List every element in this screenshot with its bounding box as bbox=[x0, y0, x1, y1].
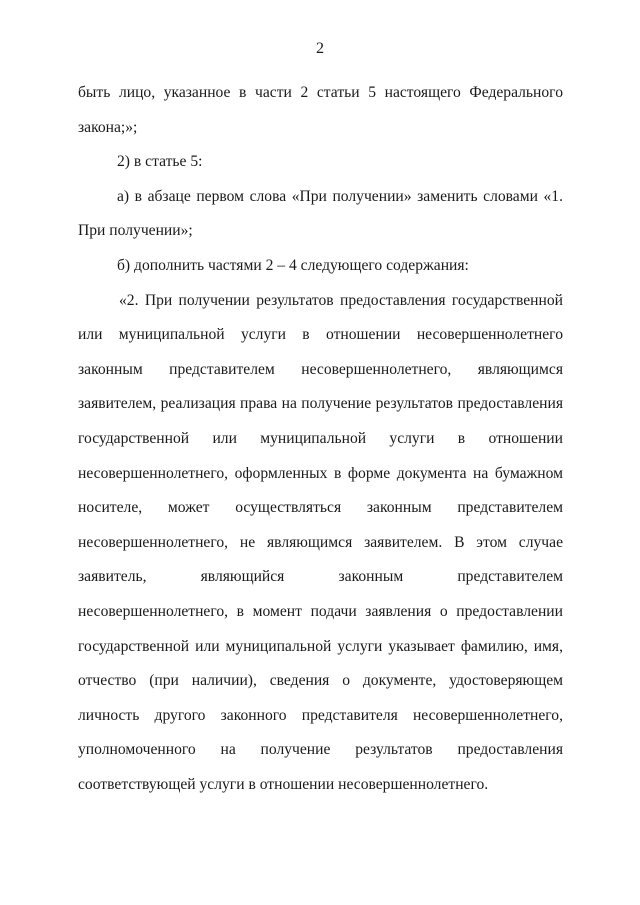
paragraph-subitem-b: б) дополнить частями 2 – 4 следующего содержания: bbox=[117, 256, 469, 274]
paragraph-continuation: быть лицо, указанное в части 2 статьи 5 настоящего Федерального закона;»; bbox=[78, 84, 563, 136]
document-body bbox=[78, 76, 563, 802]
paragraph-item-2: 2) в статье 5: bbox=[117, 153, 203, 171]
paragraph-part-2-text: «2. При получении результатов предоставления государственной или муниципальной услуги в отношении несовершеннолетнего законным представителем несовершеннолетнего, являющимся заявителем, реализация права на получение результатов предоставления государственной или муниципальной услуги в отношении несовершеннолетнего, оформленных в форме документа на бумажном носителе, может осуществляться законным представителем несовершеннолетнего, не являющимся заявителем. В этом случае заявитель, являющийся законным представителем несовершеннолетнего, в момент подачи заявления о предоставлении государственной или муниципальной услуги указывает фамилию, имя, отчество (при наличии), сведения о документе, удостоверяющем личность другого законного представителя несовершеннолетнего, уполномоченного на получение результатов предоставления соответствующей услуги в отношении несовершеннолетнего. bbox=[78, 291, 563, 793]
paragraph-subitem-a: а) в абзаце первом слова «При получении» заменить словами «1. При получении»; bbox=[78, 187, 563, 240]
page-number: 2 bbox=[316, 40, 324, 57]
